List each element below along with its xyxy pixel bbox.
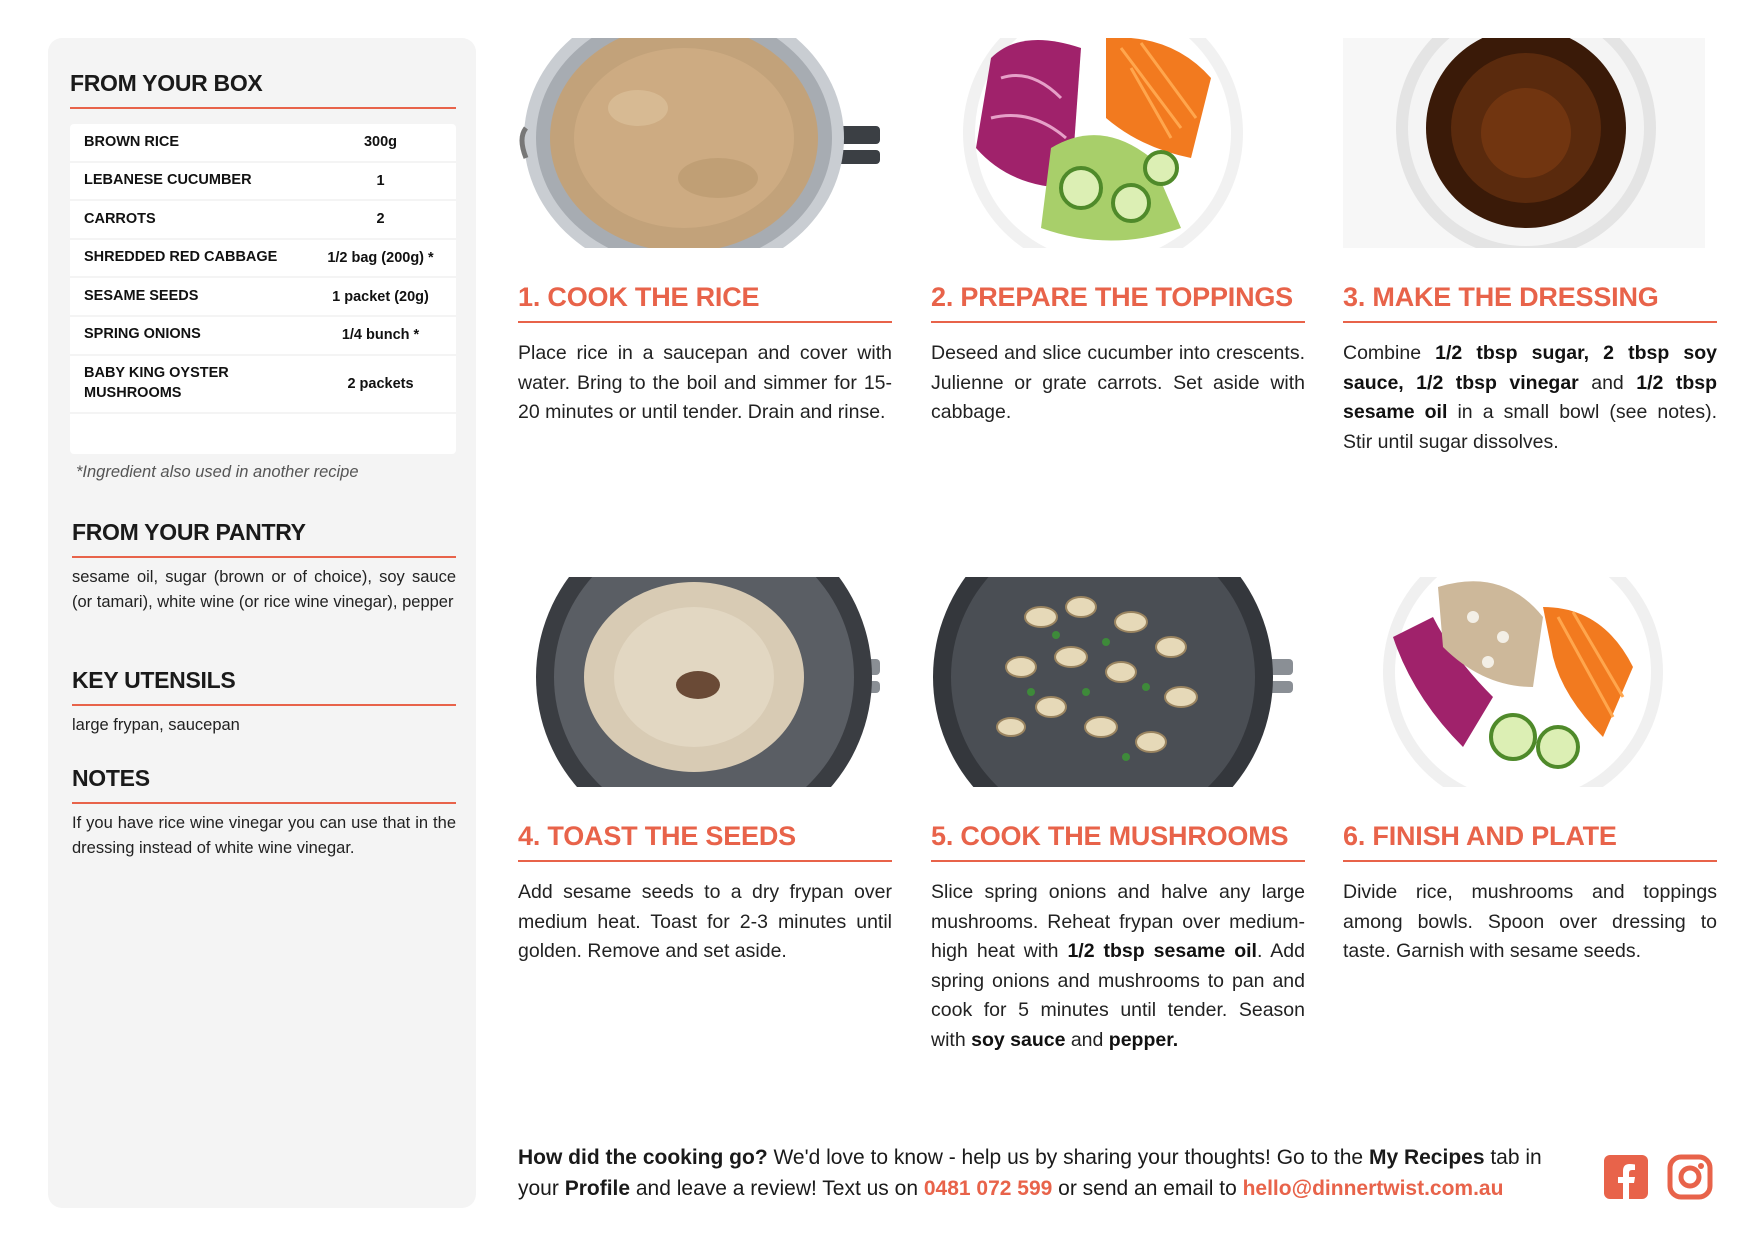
from-your-box-title: FROM YOUR BOX — [70, 70, 456, 109]
step-instructions: Combine 1/2 tbsp sugar, 2 tbsp soy sauce, 1/2 tbsp vinegar and 1/2 tbsp sesame oil in a small bowl (see notes). Stir until sugar dissolves. — [1343, 342, 1717, 453]
step-instructions: Divide rice, mushrooms and toppings among bowls. Spoon over dressing to taste. Garnish with sesame seeds. — [1343, 881, 1717, 962]
mushrooms-in-frypan-image — [931, 577, 1293, 787]
step-title: 6. FINISH AND PLATE — [1343, 821, 1717, 862]
table-row — [70, 124, 456, 163]
step-1 — [518, 38, 892, 428]
step-instructions: Deseed and slice cucumber into crescents. Julienne or grate carrots. Set aside with cabbage. — [931, 342, 1305, 423]
table-row — [70, 317, 456, 356]
step-title: 2. PREPARE THE TOPPINGS — [931, 282, 1305, 323]
ingredient-qty: 2 packets — [347, 375, 414, 392]
table-row — [70, 201, 456, 240]
step-title: 3. MAKE THE DRESSING — [1343, 282, 1717, 323]
step-instructions: Place rice in a saucepan and cover with water. Bring to the boil and simmer for 15-20 minutes or until tender. Drain and rinse. — [518, 342, 892, 423]
dressing-glass-bowl-image — [1343, 38, 1705, 248]
my-recipes-link[interactable]: My Recipes — [1368, 1146, 1485, 1169]
step-5 — [931, 577, 1305, 1055]
instagram-icon[interactable] — [1666, 1153, 1714, 1201]
key-utensils-title: KEY UTENSILS — [72, 667, 456, 706]
facebook-icon[interactable] — [1602, 1153, 1650, 1201]
step-title: 5. COOK THE MUSHROOMS — [931, 821, 1305, 862]
ingredient-qty: 1 packet (20g) — [332, 288, 429, 305]
step-3 — [1343, 38, 1717, 457]
ingredient-name: CARROTS — [84, 210, 156, 227]
ingredient-table — [70, 124, 456, 454]
phone-link[interactable]: 0481 072 599 — [923, 1177, 1053, 1200]
step-instructions: Add sesame seeds to a dry frypan over medium heat. Toast for 2-3 minutes until golden. Remove and set aside. — [518, 881, 892, 962]
ingredient-name: SPRING ONIONS — [84, 326, 201, 343]
ingredient-qty: 2 — [376, 211, 385, 228]
table-row — [70, 356, 456, 414]
finished-bowl-image — [1343, 577, 1705, 787]
step-2 — [931, 38, 1305, 428]
utensils-list: large frypan, saucepan — [72, 716, 240, 734]
ingredient-name: BROWN RICE — [84, 133, 180, 150]
ingredient-note: *Ingredient also used in another recipe — [76, 463, 359, 481]
sidebar — [48, 38, 476, 1208]
ingredient-qty: 1/2 bag (200g) * — [327, 250, 434, 267]
ingredient-name: SHREDDED RED CABBAGE — [84, 249, 278, 266]
table-row — [70, 240, 456, 279]
profile-link[interactable]: Profile — [564, 1177, 631, 1200]
rice-in-strainer-image — [518, 38, 880, 248]
ingredient-qty: 1 — [376, 172, 385, 189]
pantry-list: sesame oil, sugar (brown or of choice), soy sauce (or tamari), white wine (or rice wine vinegar), pepper — [72, 568, 456, 611]
ingredient-name: LEBANESE CUCUMBER — [84, 172, 252, 189]
step-4 — [518, 577, 892, 967]
step-6 — [1343, 577, 1717, 967]
ingredient-name: BABY KING OYSTER MUSHROOMS — [84, 365, 229, 401]
step-instructions: Slice spring onions and halve any large mushrooms. Reheat frypan over medium-high heat with 1/2 tbsp sesame oil. Add spring onions and mushrooms to pan and cook for 5 minutes until tender. Season with soy sauce and pepper. — [931, 881, 1305, 1051]
ingredient-qty: 1/4 bunch * — [341, 327, 420, 344]
notes-title: NOTES — [72, 765, 456, 804]
table-row — [70, 163, 456, 202]
sesame-seeds-in-frypan-image — [518, 577, 880, 787]
notes-text: If you have rice wine vinegar you can use that in the dressing instead of white wine vinegar. — [72, 814, 456, 857]
step-title: 1. COOK THE RICE — [518, 282, 892, 323]
feedback-footer: How did the cooking go? We'd love to know - help us by sharing your thoughts! Go to the My Recipes tab in your Profile and leave a review! Text us on 0481 072 599 or send an email to hello@dinnertwist.com.au — [518, 1146, 1542, 1200]
from-your-pantry-title: FROM YOUR PANTRY — [72, 519, 456, 558]
cabbage-cucumber-carrot-bowl-image — [931, 38, 1293, 248]
table-row — [70, 278, 456, 317]
step-title: 4. TOAST THE SEEDS — [518, 821, 892, 862]
feedback-question: How did the cooking go? — [518, 1146, 768, 1169]
email-link[interactable]: hello@dinnertwist.com.au — [1242, 1177, 1504, 1200]
ingredient-name: SESAME SEEDS — [84, 287, 199, 304]
ingredient-qty: 300g — [363, 134, 398, 151]
